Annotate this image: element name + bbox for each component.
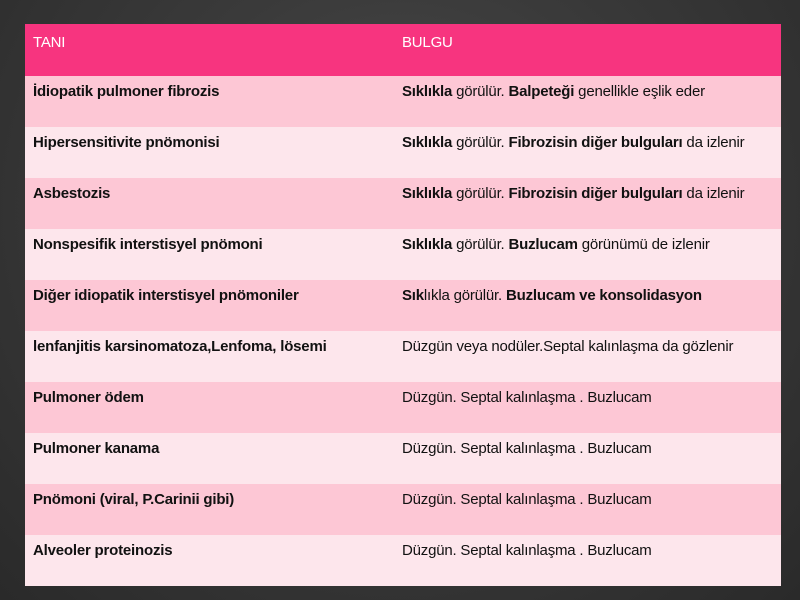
table-header-row	[25, 24, 781, 76]
finding-cell	[394, 331, 781, 382]
finding-cell	[394, 127, 781, 178]
table-row	[25, 331, 781, 382]
diagnosis-cell: Diğer idiopatik interstisyel pnömoniler	[25, 280, 394, 331]
diagnosis-cell: Hipersensitivite pnömonisi	[25, 127, 394, 178]
column-header-tani: TANI	[25, 24, 394, 76]
diagnosis-cell: Pulmoner kanama	[25, 433, 394, 484]
finding-cell	[394, 178, 781, 229]
finding-text-segment: Buzlucam	[508, 236, 578, 253]
finding-cell	[394, 280, 781, 331]
finding-text-segment: Sık	[402, 287, 424, 304]
finding-text-segment: görülür.	[452, 236, 509, 253]
finding-text-segment: da izlenir	[682, 134, 745, 151]
table-row	[25, 127, 781, 178]
finding-text-segment: da izlenir	[682, 185, 745, 202]
finding-text-segment: Sıklıkla	[402, 134, 453, 151]
diagnosis-cell: Pnömoni (viral, P.Carinii gibi)	[25, 484, 394, 535]
table-row	[25, 433, 781, 484]
finding-text-segment: görünümü de izlenir	[577, 236, 710, 253]
finding-text-segment: genellikle eşlik eder	[574, 83, 705, 100]
finding-text-segment: Düzgün veya nodüler.Septal kalınlaşma da gözlenir	[402, 338, 734, 355]
table-row	[25, 280, 781, 331]
diagnosis-table	[25, 24, 781, 586]
finding-text-segment: Fibrozisin diğer bulguları	[508, 134, 683, 151]
table-row	[25, 76, 781, 127]
column-header-bulgu: BULGU	[394, 24, 781, 76]
table-body	[25, 76, 781, 586]
finding-cell	[394, 382, 781, 433]
finding-text-segment: Sıklıkla	[402, 236, 453, 253]
finding-cell	[394, 433, 781, 484]
finding-text-segment: Balpeteği	[508, 83, 575, 100]
finding-cell	[394, 535, 781, 586]
finding-text-segment: Sıklıkla	[402, 185, 453, 202]
finding-text-segment: Düzgün. Septal kalınlaşma . Buzlucam	[402, 440, 652, 457]
finding-text-segment: Düzgün. Septal kalınlaşma . Buzlucam	[402, 542, 652, 559]
table-row	[25, 484, 781, 535]
finding-text-segment: Fibrozisin diğer bulguları	[508, 185, 683, 202]
finding-cell	[394, 484, 781, 535]
diagnosis-cell: Asbestozis	[25, 178, 394, 229]
diagnosis-cell: Nonspesifik interstisyel pnömoni	[25, 229, 394, 280]
finding-text-segment: görülür.	[452, 83, 509, 100]
finding-text-segment: Düzgün. Septal kalınlaşma . Buzlucam	[402, 491, 652, 508]
diagnosis-cell: Alveoler proteinozis	[25, 535, 394, 586]
finding-text-segment: Buzlucam ve konsolidasyon	[505, 287, 702, 304]
diagnosis-cell: İdiopatik pulmoner fibrozis	[25, 76, 394, 127]
finding-text-segment: görülür.	[452, 185, 509, 202]
finding-text-segment: Sıklıkla	[402, 83, 453, 100]
diagnosis-cell: Pulmoner ödem	[25, 382, 394, 433]
table-row	[25, 178, 781, 229]
finding-text-segment: lıkla görülür.	[423, 287, 506, 304]
finding-text-segment: görülür.	[452, 134, 509, 151]
table-row	[25, 229, 781, 280]
diagnosis-cell: lenfanjitis karsinomatoza,Lenfoma, lösemi	[25, 331, 394, 382]
table-row	[25, 382, 781, 433]
finding-text-segment: Düzgün. Septal kalınlaşma . Buzlucam	[402, 389, 652, 406]
finding-cell	[394, 76, 781, 127]
table-row	[25, 535, 781, 586]
finding-cell	[394, 229, 781, 280]
